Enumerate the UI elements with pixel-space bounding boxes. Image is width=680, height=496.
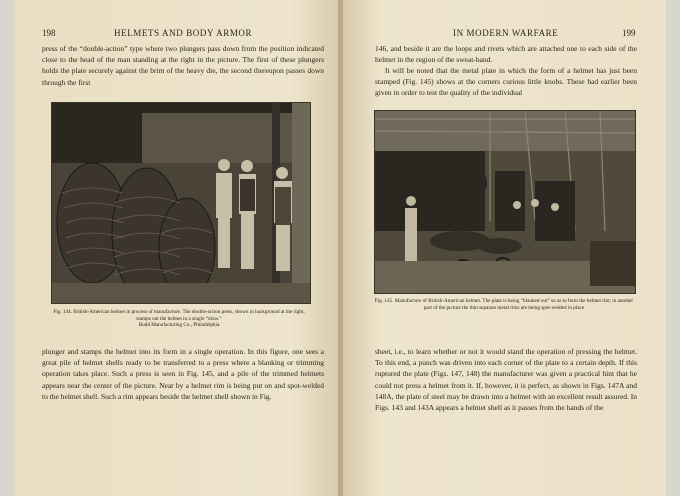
- figure-144-photo: [51, 102, 311, 304]
- running-head: HELMETS AND BODY ARMOR: [114, 28, 253, 38]
- page-number: 198: [42, 28, 56, 38]
- figure-145-caption: [373, 298, 635, 311]
- page-number: 199: [622, 28, 636, 38]
- running-head: IN MODERN WARFARE: [453, 28, 559, 38]
- paragraph-top: 146, and beside it are the loops and rivets which are attached one to each side of the helmet in the region of the sweat-band.: [375, 44, 637, 65]
- caption-text: Fig. 145. Manufacture of British-American helmet. The plate is being “blanked out” so as to form the helmet rim; in another part of the picture the thin separate metal rims are being spot-welded in place: [374, 298, 634, 311]
- left-page: [14, 0, 340, 496]
- paragraph-top-2: It will be noted that the metal plate in which the form of a helmet has just been stamped (Fig. 145) shows at the corners curious little knobs. These had earlier been given in order to test the quality of the individual: [375, 66, 637, 98]
- paragraph-bottom: plunger and stamps the helmet into its form in a single operation. In this figure, one sees a great pile of helmet shells ready to be transferred to a press where a blanking or trimming operation takes place. Such a press is seen in Fig. 145, and a pile of the trimmed helmets appears near the center of the picture. Near by a helmet rim is being put on and spot-welded to the helmet shell. Such a rim appears beside the helmet shell shown in Fig.: [42, 347, 324, 401]
- caption-credit: Budd Manufacturing Co., Philadelphia: [138, 322, 220, 329]
- paragraph-top: press of the “double-action” type where two plungers pass down from the position indicated close to the head of the man standing at the right in the picture. The first of these plungers holds the plate securely against the brim of the heavy die, the second thereupon passes down through the first: [42, 44, 324, 87]
- figure-145-photo: [374, 110, 636, 294]
- factory-photo-image: [52, 103, 310, 303]
- factory-floor-photo-image: [375, 111, 635, 293]
- figure-144-caption: [48, 309, 310, 329]
- paragraph-bottom: sheet, i.e., to learn whether or not it would stand the operation of pressing the helmet. To this end, a punch was driven into each corner of the plate to a certain depth. If this ruptured the plate (Figs. 147, 148) the manufacturer was given a practical hint that he could not press a helmet from it. If, however, it is perfect, as shown in Figs. 147A and 148A, the plate of steel may be drawn into a helmet with an excellent result assured. In Figs. 143 and 143A appears a helmet shell as it passes from the hands of the: [375, 347, 637, 413]
- right-page: [343, 0, 666, 496]
- caption-text: Fig. 144. British-American helmet in process of manufacture. The double-action press, shown in background at the right, stamps out the helmet in a single “draw.”: [53, 309, 305, 322]
